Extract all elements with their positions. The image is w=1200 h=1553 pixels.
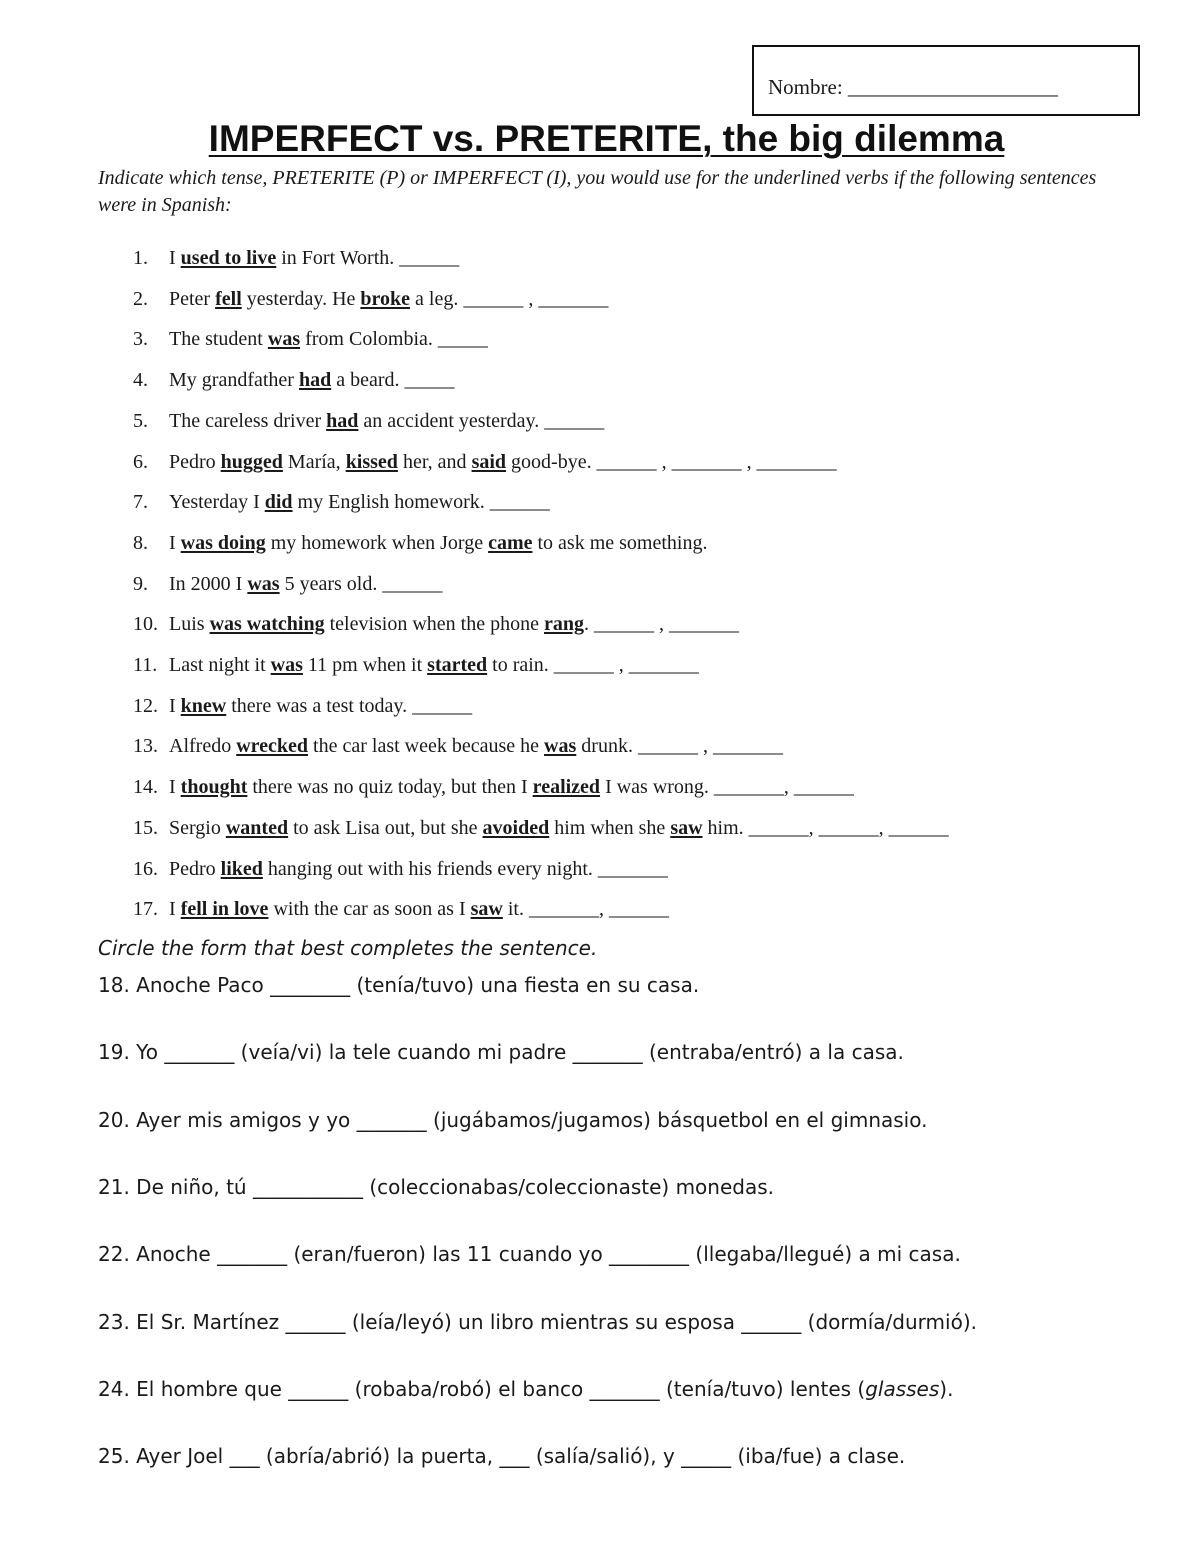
sentence-item bbox=[133, 288, 608, 311]
sentence-text: Pedro bbox=[169, 857, 221, 880]
underlined-verb: avoided bbox=[482, 816, 550, 839]
sentence-text: a leg. ______ , _______ bbox=[410, 287, 609, 310]
sentence-text: Sergio bbox=[169, 816, 226, 839]
sentence-item bbox=[133, 247, 459, 270]
sentence-text: Yesterday I bbox=[169, 491, 265, 514]
sentence-item bbox=[133, 654, 699, 677]
sentence-item bbox=[133, 451, 837, 474]
sentence-item bbox=[133, 410, 604, 433]
sentence-text: my homework when Jorge bbox=[265, 531, 489, 554]
item-number: 1. bbox=[133, 247, 148, 269]
sentence-text: . ______ , _______ bbox=[583, 613, 739, 636]
sentence-text: Pedro bbox=[169, 450, 221, 473]
underlined-verb: was bbox=[267, 328, 301, 351]
sentence-text: with the car as soon as I bbox=[268, 898, 471, 921]
sentence-item bbox=[133, 532, 707, 555]
item-number: 11. bbox=[133, 654, 158, 676]
sentence-text: there was a test today. ______ bbox=[226, 694, 473, 717]
underlined-verb: was bbox=[270, 654, 303, 676]
circle-sentence-item: 21. De niño, tú ___________ (coleccionabas/coleccionaste) monedas. bbox=[98, 1174, 775, 1199]
circle-sentence-item: 19. Yo _______ (veía/vi) la tele cuando mi padre _______ (entraba/entró) a la casa. bbox=[98, 1040, 904, 1065]
sentence-text: him when she bbox=[549, 816, 671, 839]
circle-sentence-item: 23. El Sr. Martínez ______ (leía/leyó) un libro mientras su esposa ______ (dormía/durmió). bbox=[98, 1309, 977, 1334]
sentence-text: The careless driver bbox=[169, 409, 327, 432]
sentence-text: I bbox=[169, 247, 181, 269]
underlined-verb: thought bbox=[180, 776, 248, 799]
instructions-text: Indicate which tense, PRETERITE (P) or IMPERFECT (I), you would use for the underlined verbs if the following sentences were in Spanish: bbox=[98, 167, 1097, 216]
sentence-text: television when the phone bbox=[324, 613, 544, 636]
sentence-text: 5 years old. ______ bbox=[279, 572, 443, 595]
sentence-text: yesterday. He bbox=[241, 287, 361, 310]
circle-sentence-item: 20. Ayer mis amigos y yo _______ (jugábamos/jugamos) básquetbol en el gimnasio. bbox=[98, 1107, 928, 1132]
sentence-text: hanging out with his friends every night. _______ bbox=[262, 857, 668, 880]
underlined-verb: saw bbox=[470, 898, 503, 921]
sentence-item bbox=[133, 328, 488, 351]
item-number: 5. bbox=[133, 409, 148, 432]
sentence-text: In 2000 I bbox=[169, 572, 248, 595]
sentence-text: my English homework. ______ bbox=[292, 491, 550, 514]
sentence-item bbox=[133, 776, 854, 799]
underlined-verb: came bbox=[488, 531, 533, 554]
sentence-text: 11 pm when it bbox=[302, 654, 428, 676]
sentence-text: I bbox=[169, 898, 181, 921]
sentence-text: drunk. ______ , _______ bbox=[576, 735, 783, 758]
underlined-verb: was bbox=[544, 735, 577, 758]
sentence-text: I bbox=[169, 776, 181, 799]
underlined-verb: kissed bbox=[345, 450, 398, 473]
sentence-item bbox=[133, 491, 550, 514]
underlined-verb: hugged bbox=[220, 450, 283, 473]
sentence-item bbox=[133, 369, 455, 392]
underlined-verb: wrecked bbox=[236, 735, 309, 758]
sentence-item bbox=[133, 613, 739, 636]
underlined-verb: did bbox=[264, 491, 293, 514]
sentence-text: from Colombia. _____ bbox=[300, 328, 488, 351]
worksheet-title: IMPERFECT vs. PRETERITE, the big dilemma bbox=[208, 118, 1005, 159]
item-number: 13. bbox=[133, 735, 158, 758]
item-number: 15. bbox=[133, 816, 158, 839]
underlined-verb: started bbox=[427, 654, 488, 676]
circle-sentence-item: 24. El hombre que ______ (robaba/robó) el banco _______ (tenía/tuvo) lentes (glasses). bbox=[98, 1376, 954, 1401]
name-label: Nombre: ____________________ bbox=[768, 75, 1058, 99]
item-number: 14. bbox=[133, 776, 158, 799]
sentence-text: a beard. _____ bbox=[331, 369, 455, 392]
sentence-item bbox=[133, 817, 949, 840]
underlined-verb: said bbox=[471, 450, 507, 473]
sentence-text: him. ______, ______, ______ bbox=[702, 816, 949, 839]
circle-sentence-item: 25. Ayer Joel ___ (abría/abrió) la puerta, ___ (salía/salió), y _____ (iba/fue) a clase. bbox=[98, 1444, 906, 1469]
part2-heading: Circle the form that best completes the sentence. bbox=[98, 936, 598, 960]
circle-sentence-item: 18. Anoche Paco ________ (tenía/tuvo) una fiesta en su casa. bbox=[98, 973, 700, 997]
sentence-text: her, and bbox=[397, 450, 472, 473]
sentence-text: Last night it bbox=[169, 654, 271, 676]
sentence-text: I bbox=[169, 694, 181, 717]
item-number: 4. bbox=[133, 369, 148, 392]
underlined-verb: liked bbox=[220, 857, 263, 880]
underlined-verb: knew bbox=[180, 694, 227, 717]
sentence-text: it. _______, ______ bbox=[502, 898, 669, 921]
sentence-text: I was wrong. _______, ______ bbox=[600, 776, 854, 799]
sentence-text: to rain. ______ , _______ bbox=[487, 654, 699, 676]
sentence-text: to ask me something. bbox=[532, 531, 708, 554]
sentence-text: the car last week because he bbox=[308, 735, 545, 758]
item-number: 9. bbox=[133, 572, 148, 595]
underlined-verb: was bbox=[247, 572, 280, 595]
item-number: 6. bbox=[133, 450, 148, 473]
sentence-item bbox=[133, 898, 669, 921]
underlined-verb: used to live bbox=[180, 247, 277, 269]
underlined-verb: fell bbox=[215, 287, 242, 310]
item-number: 16. bbox=[133, 857, 158, 880]
item-number: 17. bbox=[133, 898, 158, 921]
item-number: 3. bbox=[133, 328, 148, 351]
sentence-text: The student bbox=[169, 328, 268, 351]
underlined-verb: was doing bbox=[180, 531, 266, 554]
underlined-verb: broke bbox=[360, 287, 411, 310]
sentence-text: to ask Lisa out, but she bbox=[288, 816, 483, 839]
item-number: 2. bbox=[133, 287, 148, 310]
item-number: 8. bbox=[133, 531, 148, 554]
sentence-text: Alfredo bbox=[169, 735, 237, 758]
sentence-text: an accident yesterday. ______ bbox=[358, 409, 605, 432]
item-number: 12. bbox=[133, 694, 158, 717]
sentence-item bbox=[133, 858, 668, 881]
sentence-item bbox=[133, 695, 472, 718]
sentence-item bbox=[133, 735, 783, 758]
sentence-text: Luis bbox=[169, 613, 210, 636]
sentence-item bbox=[133, 573, 442, 596]
sentence-text: My grandfather bbox=[169, 369, 299, 392]
sentence-text: I bbox=[169, 531, 181, 554]
sentence-text: Peter bbox=[169, 287, 216, 310]
sentence-text: there was no quiz today, but then I bbox=[247, 776, 533, 799]
underlined-verb: was watching bbox=[209, 613, 325, 636]
underlined-verb: had bbox=[298, 369, 332, 392]
underlined-verb: saw bbox=[670, 816, 703, 839]
sentence-text: María, bbox=[282, 450, 346, 473]
underlined-verb: had bbox=[326, 409, 359, 432]
sentence-text: good-bye. ______ , _______ , ________ bbox=[506, 450, 837, 473]
sentence-text: in Fort Worth. ______ bbox=[276, 247, 460, 269]
circle-sentence-item: 22. Anoche _______ (eran/fueron) las 11 cuando yo ________ (llegaba/llegué) a mi casa. bbox=[98, 1242, 961, 1267]
item-number: 7. bbox=[133, 491, 148, 514]
underlined-verb: fell in love bbox=[180, 898, 269, 921]
item-number: 10. bbox=[133, 613, 158, 636]
underlined-verb: realized bbox=[532, 776, 601, 799]
underlined-verb: rang bbox=[543, 613, 584, 636]
underlined-verb: wanted bbox=[225, 816, 289, 839]
